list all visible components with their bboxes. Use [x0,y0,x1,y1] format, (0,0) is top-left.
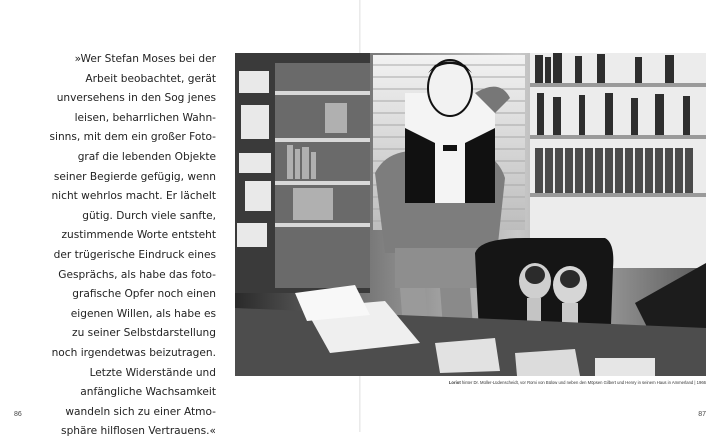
quote-line: gütig. Durch viele sanfte, [82,209,216,222]
quote-line: unversehens in den Sog jenes [56,92,216,105]
quote-line: zu seiner Selbstdarstellung [72,327,216,340]
quote-line: wandeln sich zu einer Atmo- [65,405,216,418]
quote-line: grafische Opfer noch einen [72,288,216,301]
caption-subject: Loriot [448,380,461,385]
quote-line: sphäre hilflosen Vertrauens.« [61,425,216,438]
page-number-left: 86 [14,411,22,418]
quote-line: seiner Begierde gefügig, wenn [53,170,216,183]
page-number-right: 87 [698,411,706,418]
caption-text: hinter Dr. Müller-Lüdenscheidt, vor Romi von Bülow und neben den Möpsen Gilbert und Henry in seinem Haus in Ammerland | 1966 [460,380,706,385]
quote-line: sinns, mit dem ein großer Foto- [49,131,216,144]
quote-line: eigenen Willen, als habe es [70,307,216,320]
quote-line: »Wer Stefan Moses bei der [74,53,216,65]
quote-line: noch irgendetwas beizutragen. [51,346,216,359]
quote-line: Gesprächs, als habe das foto- [58,268,216,281]
quote-line: nicht wehrlos macht. Er lächelt [51,190,216,203]
quote-line: Arbeit beobachtet, gerät [85,72,216,85]
quote-line: anfängliche Wachsamkeit [80,386,216,399]
quote-line: Letzte Widerstände und [89,366,216,379]
photograph [235,53,706,376]
quote-text [20,50,216,442]
photo-illustration [235,53,706,376]
quote-line: zustimmende Worte entsteht [61,229,216,242]
quote-line: leisen, beharrlichen Wahn- [74,111,216,124]
quote-line: graf die lebenden Objekte [77,150,216,163]
quote-line: der trügerische Eindruck eines [53,248,216,261]
photo-caption [236,380,706,385]
